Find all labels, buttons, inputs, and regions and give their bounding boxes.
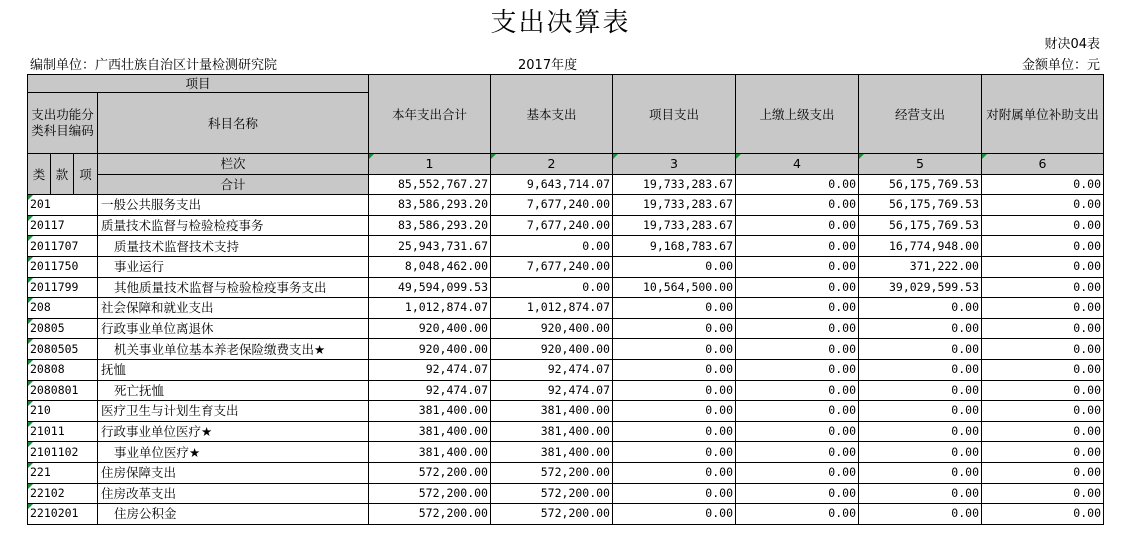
row-subject-name: 其他质量技术监督与检验检疫事务支出 — [98, 277, 369, 298]
row-amount: 7,677,240.00 — [491, 215, 613, 236]
money-unit: 金额单位：元 — [1021, 58, 1100, 73]
row-amount: 92,474.07 — [369, 380, 491, 401]
row-subject-name: 医疗卫生与计划生育支出 — [98, 401, 369, 422]
xiang-header: 项 — [74, 154, 98, 195]
row-subject-name: 住房改革支出 — [98, 483, 369, 504]
row-amount: 0.00 — [613, 298, 736, 319]
row-subject-name: 事业单位医疗★ — [98, 442, 369, 463]
row-code: 22102 — [28, 483, 98, 504]
table-row — [28, 421, 1104, 442]
func-code-header: 支出功能分类科目编码 — [28, 93, 98, 154]
row-code: 20808 — [28, 359, 98, 380]
table-row — [28, 339, 1104, 360]
row-amount: 381,400.00 — [491, 421, 613, 442]
row-amount: 92,474.07 — [491, 359, 613, 380]
row-subject-name: 行政事业单位离退休 — [98, 318, 369, 339]
row-amount: 83,586,293.20 — [369, 215, 491, 236]
table-row — [28, 277, 1104, 298]
page-title: 支出决算表 — [490, 8, 631, 38]
row-amount: 0.00 — [982, 462, 1104, 483]
row-amount: 7,677,240.00 — [491, 256, 613, 277]
row-amount: 0.00 — [859, 359, 982, 380]
row-amount: 0.00 — [982, 483, 1104, 504]
row-amount: 0.00 — [736, 359, 859, 380]
total-cell: 9,643,714.07 — [491, 174, 613, 195]
col-total-header: 本年支出合计 — [369, 75, 491, 154]
row-code: 2080505 — [28, 339, 98, 360]
kuan-header: 款 — [51, 154, 74, 195]
row-amount: 0.00 — [613, 442, 736, 463]
col-number-2: 2 — [491, 154, 613, 175]
row-amount: 0.00 — [859, 298, 982, 319]
row-amount: 0.00 — [613, 462, 736, 483]
row-amount: 0.00 — [982, 401, 1104, 422]
row-amount: 0.00 — [982, 215, 1104, 236]
row-amount: 49,594,099.53 — [369, 277, 491, 298]
row-amount: 0.00 — [859, 442, 982, 463]
row-amount: 83,586,293.20 — [369, 195, 491, 216]
total-cell: 56,175,769.53 — [859, 174, 982, 195]
row-amount: 381,400.00 — [491, 401, 613, 422]
row-code: 2101102 — [28, 442, 98, 463]
row-amount: 371,222.00 — [859, 256, 982, 277]
row-amount: 0.00 — [736, 442, 859, 463]
row-amount: 56,175,769.53 — [859, 195, 982, 216]
table-row — [28, 236, 1104, 257]
row-subject-name: 质量技术监督与检验检疫事务 — [98, 215, 369, 236]
row-amount: 19,733,283.67 — [613, 215, 736, 236]
row-amount: 381,400.00 — [369, 442, 491, 463]
row-amount: 0.00 — [613, 359, 736, 380]
col-number-1: 1 — [369, 154, 491, 175]
form-number: 财决04表 — [1044, 37, 1100, 52]
table-row — [28, 462, 1104, 483]
total-cell: 19,733,283.67 — [613, 174, 736, 195]
row-amount: 92,474.07 — [491, 380, 613, 401]
row-amount: 0.00 — [982, 380, 1104, 401]
row-amount: 572,200.00 — [491, 462, 613, 483]
col-project-header: 项目支出 — [613, 75, 736, 154]
lanci-header: 栏次 — [98, 154, 369, 175]
row-subject-name: 住房公积金 — [98, 504, 369, 525]
table-row — [28, 195, 1104, 216]
total-cell: 85,552,767.27 — [369, 174, 491, 195]
row-amount: 56,175,769.53 — [859, 215, 982, 236]
row-amount: 0.00 — [736, 462, 859, 483]
row-subject-name: 机关事业单位基本养老保险缴费支出★ — [98, 339, 369, 360]
row-code: 20117 — [28, 215, 98, 236]
row-subject-name: 抚恤 — [98, 359, 369, 380]
row-amount: 39,029,599.53 — [859, 277, 982, 298]
total-row — [28, 174, 1104, 195]
row-subject-name: 住房保障支出 — [98, 462, 369, 483]
table-row — [28, 256, 1104, 277]
row-amount: 0.00 — [982, 195, 1104, 216]
row-amount: 572,200.00 — [491, 483, 613, 504]
row-amount: 0.00 — [613, 401, 736, 422]
col-upper-header: 上缴上级支出 — [736, 75, 859, 154]
row-amount: 0.00 — [736, 421, 859, 442]
row-amount: 0.00 — [736, 483, 859, 504]
table-row — [28, 483, 1104, 504]
row-amount: 0.00 — [736, 256, 859, 277]
row-amount: 0.00 — [982, 359, 1104, 380]
table-row — [28, 380, 1104, 401]
row-amount: 25,943,731.67 — [369, 236, 491, 257]
row-code: 2210201 — [28, 504, 98, 525]
row-subject-name: 行政事业单位医疗★ — [98, 421, 369, 442]
row-amount: 0.00 — [859, 339, 982, 360]
row-amount: 16,774,948.00 — [859, 236, 982, 257]
row-amount: 7,677,240.00 — [491, 195, 613, 216]
col-business-header: 经营支出 — [859, 75, 982, 154]
lei-header: 类 — [28, 154, 51, 195]
row-amount: 0.00 — [859, 462, 982, 483]
row-amount: 0.00 — [982, 298, 1104, 319]
row-amount: 0.00 — [982, 421, 1104, 442]
row-amount: 0.00 — [859, 318, 982, 339]
header-row-3 — [28, 154, 1104, 175]
row-amount: 0.00 — [491, 277, 613, 298]
row-amount: 92,474.07 — [369, 359, 491, 380]
row-amount: 0.00 — [736, 318, 859, 339]
row-code: 2080801 — [28, 380, 98, 401]
row-amount: 0.00 — [982, 256, 1104, 277]
row-amount: 10,564,500.00 — [613, 277, 736, 298]
row-code: 221 — [28, 462, 98, 483]
row-amount: 9,168,783.67 — [613, 236, 736, 257]
table-row — [28, 359, 1104, 380]
total-label: 合计 — [98, 174, 369, 195]
row-amount: 920,400.00 — [369, 318, 491, 339]
col-number-5: 5 — [859, 154, 982, 175]
row-amount: 0.00 — [982, 504, 1104, 525]
row-amount: 19,733,283.67 — [613, 195, 736, 216]
row-amount: 0.00 — [613, 380, 736, 401]
row-subject-name: 质量技术监督技术支持 — [98, 236, 369, 257]
table-row — [28, 298, 1104, 319]
row-amount: 0.00 — [982, 318, 1104, 339]
row-code: 2011750 — [28, 256, 98, 277]
row-amount: 381,400.00 — [369, 421, 491, 442]
row-code: 208 — [28, 298, 98, 319]
row-amount: 0.00 — [736, 298, 859, 319]
row-amount: 572,200.00 — [491, 504, 613, 525]
row-amount: 0.00 — [859, 401, 982, 422]
fiscal-year: 2017年度 — [518, 58, 578, 73]
col-subsidy-header: 对附属单位补助支出 — [982, 75, 1104, 154]
row-amount: 0.00 — [613, 504, 736, 525]
row-amount: 1,012,874.07 — [369, 298, 491, 319]
total-cell: 0.00 — [982, 174, 1104, 195]
row-subject-name: 社会保障和就业支出 — [98, 298, 369, 319]
col-number-6: 6 — [982, 154, 1104, 175]
row-amount: 0.00 — [736, 215, 859, 236]
row-amount: 0.00 — [982, 339, 1104, 360]
row-amount: 381,400.00 — [369, 401, 491, 422]
row-amount: 0.00 — [736, 401, 859, 422]
row-amount: 0.00 — [736, 504, 859, 525]
table-row — [28, 442, 1104, 463]
table-row — [28, 318, 1104, 339]
row-amount: 572,200.00 — [369, 462, 491, 483]
row-code: 210 — [28, 401, 98, 422]
row-amount: 0.00 — [613, 256, 736, 277]
row-amount: 1,012,874.07 — [491, 298, 613, 319]
row-amount: 572,200.00 — [369, 483, 491, 504]
row-code: 20805 — [28, 318, 98, 339]
row-amount: 0.00 — [859, 421, 982, 442]
col-number-4: 4 — [736, 154, 859, 175]
row-amount: 381,400.00 — [491, 442, 613, 463]
row-amount: 8,048,462.00 — [369, 256, 491, 277]
table-row — [28, 504, 1104, 525]
row-code: 201 — [28, 195, 98, 216]
row-amount: 0.00 — [736, 277, 859, 298]
row-subject-name: 事业运行 — [98, 256, 369, 277]
reporting-unit: 编制单位：广西壮族自治区计量检测研究院 — [30, 58, 278, 73]
row-amount: 0.00 — [736, 236, 859, 257]
item-group-header: 项目 — [28, 75, 369, 93]
row-subject-name: 一般公共服务支出 — [98, 195, 369, 216]
row-code: 21011 — [28, 421, 98, 442]
row-amount: 920,400.00 — [491, 339, 613, 360]
table-row — [28, 401, 1104, 422]
row-amount: 0.00 — [613, 421, 736, 442]
row-amount: 0.00 — [982, 277, 1104, 298]
row-amount: 0.00 — [613, 339, 736, 360]
row-amount: 0.00 — [982, 236, 1104, 257]
row-amount: 920,400.00 — [491, 318, 613, 339]
row-amount: 0.00 — [736, 339, 859, 360]
col-basic-header: 基本支出 — [491, 75, 613, 154]
total-cell: 0.00 — [736, 174, 859, 195]
row-amount: 0.00 — [859, 380, 982, 401]
row-amount: 572,200.00 — [369, 504, 491, 525]
row-amount: 0.00 — [982, 442, 1104, 463]
header-row-1 — [28, 75, 1104, 93]
row-code: 2011707 — [28, 236, 98, 257]
row-amount: 0.00 — [736, 380, 859, 401]
row-subject-name: 死亡抚恤 — [98, 380, 369, 401]
row-amount: 0.00 — [859, 483, 982, 504]
row-amount: 920,400.00 — [369, 339, 491, 360]
row-code: 2011799 — [28, 277, 98, 298]
subject-name-header: 科目名称 — [98, 93, 369, 154]
row-amount: 0.00 — [613, 318, 736, 339]
row-amount: 0.00 — [736, 195, 859, 216]
row-amount: 0.00 — [859, 504, 982, 525]
row-amount: 0.00 — [491, 236, 613, 257]
expenditure-table — [27, 74, 1104, 525]
table-row — [28, 215, 1104, 236]
col-number-3: 3 — [613, 154, 736, 175]
row-amount: 0.00 — [613, 483, 736, 504]
